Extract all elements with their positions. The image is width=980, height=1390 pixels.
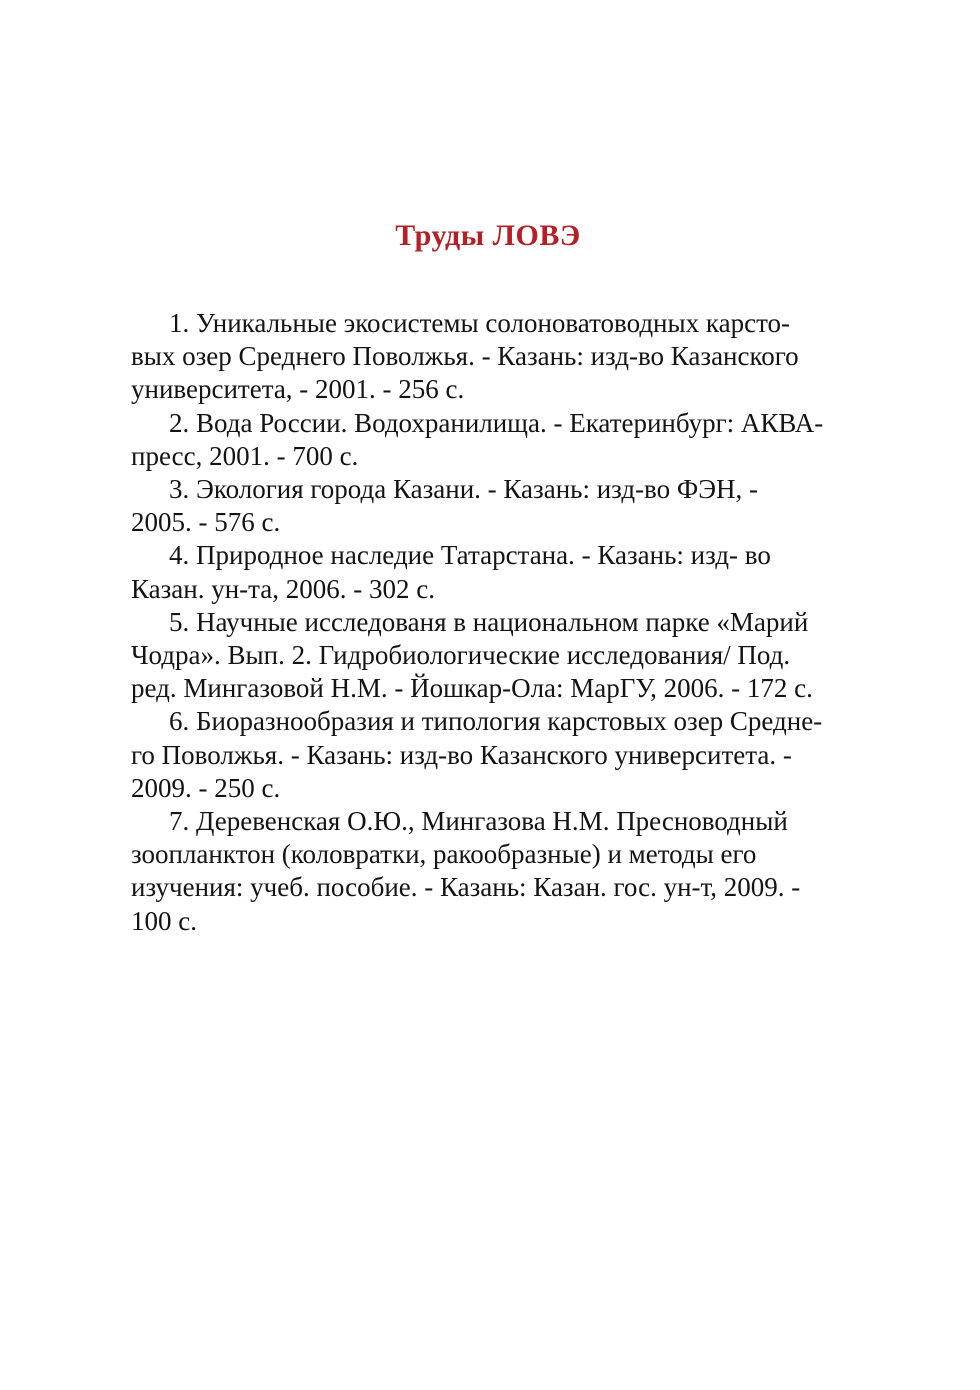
text-line: 7. Деревенская О.Ю., Мингазова Н.М. Пресноводный (169, 806, 788, 837)
page-title: Труды ЛОВЭ (395, 219, 581, 252)
text-line: 3. Экология города Казани. - Казань: изд-во ФЭН, - (169, 474, 759, 505)
text-line: 2005. - 576 с. (131, 507, 281, 538)
text-line: университета, - 2001. - 256 с. (131, 374, 465, 405)
bibliography-entry-6 (131, 705, 845, 805)
bibliography-entry-4 (131, 539, 845, 605)
text-line: 5. Научные исследованя в национальном парке «Марий (169, 606, 809, 637)
text-line: 1. Уникальные экосистемы солоноватоводных карсто- (169, 308, 791, 338)
text-line: изучения: учеб. пособие. - Казань: Казан. гос. ун-т, 2009. - (131, 872, 801, 903)
text-line: Казан. ун-та, 2006. - 302 с. (131, 573, 436, 604)
text-line: ред. Мингазовой Н.М. - Йошкар-Ола: МарГУ, 2006. - 172 с. (131, 673, 813, 704)
bibliography-list (131, 307, 845, 938)
text-line: пресс, 2001. - 700 с. (131, 440, 359, 471)
text-line: зоопланктон (коловратки, ракообразные) и методы его (131, 839, 757, 870)
bibliography-entry-7 (131, 805, 845, 938)
text-line: вых озер Среднего Поволжья. - Казань: изд-во Казанского (131, 341, 799, 372)
bibliography-entry-1 (131, 307, 845, 407)
bibliography-entry-5 (131, 606, 845, 706)
text-line: 6. Биоразнообразия и типология карстовых озер Средне- (169, 706, 823, 737)
text-line: 4. Природное наследие Татарстана. - Казань: изд- во (169, 540, 771, 571)
text-line: 100 с. (131, 905, 197, 936)
bibliography-entry-3 (131, 473, 845, 539)
text-line: го Поволжья. - Казань: изд-во Казанского университета. - (131, 739, 792, 770)
text-line: 2. Вода России. Водохранилища. - Екатеринбург: АКВА- (169, 407, 824, 438)
bibliography-entry-2 (131, 407, 845, 473)
text-line: 2009. - 250 с. (131, 772, 281, 803)
text-line: Чодра». Вып. 2. Гидробиологические исследования/ Под. (131, 640, 791, 671)
